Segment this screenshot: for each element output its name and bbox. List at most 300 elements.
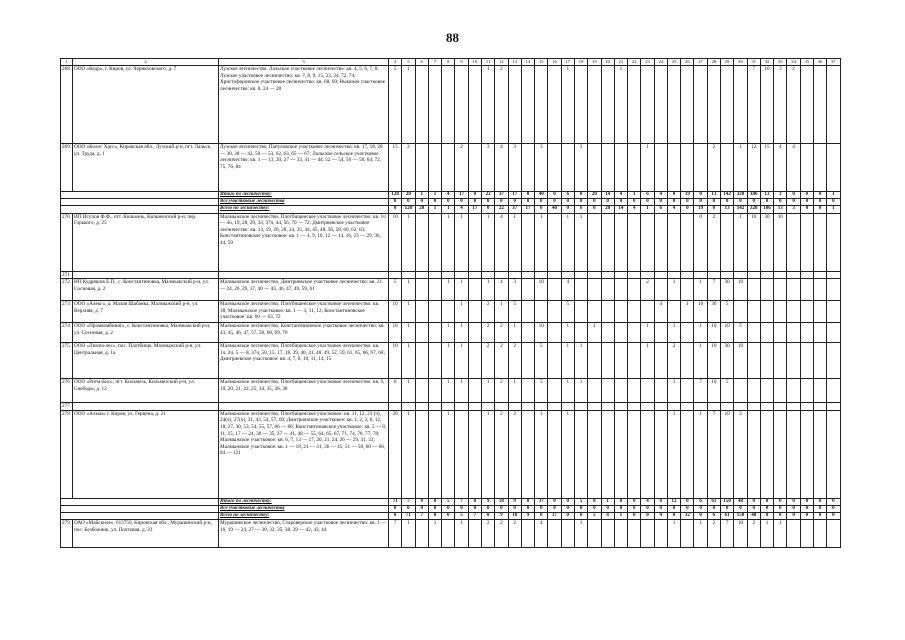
total-value-cell: 0	[535, 206, 548, 213]
empty-cell	[548, 403, 561, 411]
value-cell	[774, 379, 787, 403]
total-value-cell: 320	[734, 192, 747, 199]
value-cell	[415, 520, 428, 548]
value-cell	[468, 213, 481, 271]
table-row	[61, 323, 841, 343]
value-cell	[442, 144, 455, 192]
total-value-cell: 0	[681, 206, 694, 213]
value-cell: 1	[694, 410, 707, 498]
total-value-cell: 0	[694, 192, 707, 199]
value-cell: 2	[707, 144, 720, 192]
row-number: 279	[61, 520, 73, 548]
value-cell	[654, 66, 667, 144]
value-cell	[614, 343, 627, 379]
value-cell: 1	[442, 279, 455, 301]
value-cell: 1	[574, 520, 587, 548]
value-cell	[814, 279, 827, 301]
table-row	[61, 410, 841, 498]
value-cell: 2	[481, 343, 494, 379]
total-value-cell: 0	[588, 199, 601, 206]
value-cell	[588, 410, 601, 498]
total-label: Итого по лесничеству:	[219, 192, 389, 199]
value-cell	[800, 379, 813, 403]
header-cell: 19	[588, 59, 601, 66]
empty-cell	[760, 403, 773, 411]
value-cell: 1	[574, 343, 587, 379]
value-cell: 1	[734, 144, 747, 192]
value-cell	[574, 301, 587, 323]
value-cell	[468, 66, 481, 144]
value-cell	[814, 301, 827, 323]
organization-cell: ООО «Колос Хаус», Кировская обл., Лузский р-н, пгт. Лальск, ул. Труда, д. 1	[73, 144, 219, 192]
total-value-cell: 0	[468, 506, 481, 513]
value-cell	[734, 301, 747, 323]
value-cell: 5	[734, 323, 747, 343]
location-cell: Малмыжское лесничество, Плотбищенское участковое лесничество: кв. 1ч — 4ч, 19, 28, 29, 33, 37ч, 44, 56, 70 — 72; Дмитриевское участковое лесничество: кв. 13, 19, 20, 28, 34, 35, 44, 45, 48, 56, 58, 60, 62, 63; Константиновское участковое: кв. 1 — 4, 9, 10, 12 — 14, 16, 23 — 29, 36, 44, 59	[219, 213, 389, 271]
empty-cell	[481, 403, 494, 411]
empty-cell	[641, 271, 654, 279]
value-cell: 15	[389, 144, 402, 192]
total-value-cell: 0	[468, 498, 481, 505]
value-cell	[521, 301, 534, 323]
value-cell: 10	[389, 213, 402, 271]
empty-cell	[219, 271, 389, 279]
total-value-cell: 0	[800, 199, 813, 206]
value-cell	[574, 410, 587, 498]
value-cell	[548, 213, 561, 271]
empty-cell	[628, 403, 641, 411]
row-number: 277	[61, 403, 73, 411]
total-value-cell: 0	[667, 192, 680, 199]
value-cell	[814, 343, 827, 379]
value-cell	[521, 144, 534, 192]
value-cell	[641, 379, 654, 403]
value-cell: 2	[495, 520, 508, 548]
total-value-cell: 0	[402, 199, 415, 206]
header-cell: 22	[628, 59, 641, 66]
value-cell: 4	[535, 520, 548, 548]
empty-cell	[415, 403, 428, 411]
total-value-cell: 0	[508, 506, 521, 513]
empty-cell	[521, 403, 534, 411]
value-cell: 2	[481, 323, 494, 343]
value-cell	[787, 323, 800, 343]
total-value-cell: 0	[774, 498, 787, 505]
total-value-cell: 4	[628, 206, 641, 213]
value-cell: 1	[641, 323, 654, 343]
value-cell: 20	[389, 410, 402, 498]
empty-cell	[614, 271, 627, 279]
total-value-cell: 0	[747, 498, 760, 505]
total-value-cell: 0	[389, 513, 402, 520]
total-value-cell: 61	[721, 513, 734, 520]
header-cell: 8	[442, 59, 455, 66]
value-cell: 1	[574, 213, 587, 271]
empty-cell	[468, 403, 481, 411]
value-cell	[428, 343, 441, 379]
empty-cell	[61, 506, 219, 513]
value-cell	[588, 144, 601, 192]
empty-cell	[667, 271, 680, 279]
value-cell: 5	[561, 301, 574, 323]
value-cell: 1	[481, 66, 494, 144]
value-cell: 1	[442, 343, 455, 379]
total-value-cell: 0	[681, 506, 694, 513]
value-cell: 7	[747, 66, 760, 144]
value-cell: 1	[495, 301, 508, 323]
total-value-cell: 0	[787, 513, 800, 520]
value-cell: 1	[667, 410, 680, 498]
total-label: Всего по лесничеству:	[219, 513, 389, 520]
value-cell: 1	[455, 323, 468, 343]
value-cell: 10	[389, 323, 402, 343]
total-value-cell: 0	[521, 498, 534, 505]
value-cell: 1	[561, 379, 574, 403]
total-value-cell: 37	[495, 192, 508, 199]
value-cell: 1	[442, 410, 455, 498]
row-number: 278	[61, 410, 73, 498]
total-label: Итого по лесничеству:	[219, 498, 389, 505]
header-cell: 37	[827, 59, 840, 66]
value-cell: 4	[774, 144, 787, 192]
total-value-cell: 22	[495, 206, 508, 213]
value-cell: 3	[734, 410, 747, 498]
value-cell	[428, 379, 441, 403]
header-cell: 16	[548, 59, 561, 66]
value-cell: 3	[535, 144, 548, 192]
empty-cell	[694, 271, 707, 279]
table-body	[61, 66, 841, 548]
value-cell	[428, 213, 441, 271]
header-cell: 28	[707, 59, 720, 66]
value-cell: 1	[442, 323, 455, 343]
value-cell: 10	[734, 279, 747, 301]
value-cell: 2	[481, 301, 494, 323]
total-value-cell: 48	[747, 513, 760, 520]
empty-cell	[442, 403, 455, 411]
value-cell	[521, 213, 534, 271]
value-cell	[654, 410, 667, 498]
total-value-cell: 0	[468, 199, 481, 206]
value-cell	[548, 410, 561, 498]
value-cell: 10	[389, 301, 402, 323]
value-cell	[681, 379, 694, 403]
value-cell	[548, 279, 561, 301]
empty-cell	[827, 403, 840, 411]
total-value-cell: 0	[654, 498, 667, 505]
value-cell: 3	[481, 144, 494, 192]
value-cell	[641, 66, 654, 144]
header-cell: 23	[641, 59, 654, 66]
value-cell	[760, 379, 773, 403]
value-cell	[628, 66, 641, 144]
header-cell: 21	[614, 59, 627, 66]
organization-cell: ИП Исупов Ф.Ф., пгт. Кильмезь, Кильмезский р-н, пер. Горького, д. 25	[73, 213, 219, 271]
total-value-cell: 0	[442, 513, 455, 520]
total-value-cell: 0	[747, 199, 760, 206]
value-cell: 4	[654, 301, 667, 323]
total-row	[61, 199, 841, 206]
value-cell	[814, 520, 827, 548]
value-cell: 1	[508, 379, 521, 403]
total-value-cell: 0	[774, 513, 787, 520]
total-value-cell: 0	[628, 498, 641, 505]
total-value-cell: 0	[442, 199, 455, 206]
empty-cell	[707, 271, 720, 279]
empty-cell	[787, 271, 800, 279]
value-cell	[641, 520, 654, 548]
table-row	[61, 279, 841, 301]
value-cell: 7	[707, 410, 720, 498]
value-cell	[787, 279, 800, 301]
value-cell	[747, 410, 760, 498]
header-cell: 26	[681, 59, 694, 66]
empty-cell	[73, 403, 219, 411]
header-cell: 35	[800, 59, 813, 66]
value-cell: 3	[774, 66, 787, 144]
total-row	[61, 506, 841, 513]
value-cell: 2	[707, 520, 720, 548]
value-cell: 10	[707, 343, 720, 379]
value-cell	[800, 66, 813, 144]
empty-cell	[800, 271, 813, 279]
total-value-cell: 1	[442, 206, 455, 213]
value-cell: 1	[694, 323, 707, 343]
total-value-cell: 37	[548, 513, 561, 520]
value-cell: 2	[667, 343, 680, 379]
total-value-cell: 0	[641, 199, 654, 206]
value-cell	[588, 379, 601, 403]
value-cell	[535, 66, 548, 144]
value-cell: 1	[508, 323, 521, 343]
value-cell	[827, 520, 840, 548]
value-cell: 10	[734, 343, 747, 379]
location-cell: Малмыжское лесничество, Плотбищенское участковое лесничество: кв. 38; Малмыжское участковое: кв. 1 — 3, 11, 12; Константиновское участковое: кв. 60 — 63, 72	[219, 301, 389, 323]
empty-cell	[787, 403, 800, 411]
value-cell	[588, 279, 601, 301]
location-cell: Малмыжское лесничество, Плотбищенское участковое лесничество: кв. 9, 10, 20, 21, 22, 25, 34, 35, 36, 38	[219, 379, 389, 403]
value-cell: 10	[389, 343, 402, 379]
total-value-cell: 7	[415, 513, 428, 520]
total-value-cell: 71	[389, 498, 402, 505]
total-value-cell: 0	[760, 506, 773, 513]
empty-cell	[61, 498, 219, 505]
total-value-cell: 0	[667, 506, 680, 513]
total-row	[61, 498, 841, 505]
empty-cell	[535, 403, 548, 411]
value-cell	[614, 379, 627, 403]
value-cell	[628, 213, 641, 271]
total-value-cell: 0	[667, 513, 680, 520]
total-value-cell: 0	[548, 199, 561, 206]
value-cell: 1	[442, 213, 455, 271]
value-cell	[654, 323, 667, 343]
total-value-cell: 0	[481, 199, 494, 206]
empty-cell	[734, 271, 747, 279]
value-cell	[827, 301, 840, 323]
value-cell	[601, 410, 614, 498]
total-value-cell: 6	[561, 192, 574, 199]
value-cell: 1	[535, 213, 548, 271]
value-cell	[774, 279, 787, 301]
total-value-cell: 6	[574, 206, 587, 213]
total-value-cell: 4	[442, 192, 455, 199]
total-value-cell: 0	[694, 513, 707, 520]
total-value-cell: 0	[681, 498, 694, 505]
value-cell	[588, 66, 601, 144]
value-cell: 2	[508, 520, 521, 548]
value-cell	[800, 301, 813, 323]
value-cell: 1	[455, 279, 468, 301]
value-cell: 10	[707, 379, 720, 403]
value-cell: 30	[760, 213, 773, 271]
value-cell	[455, 410, 468, 498]
value-cell: 3	[508, 144, 521, 192]
value-cell: 7	[721, 520, 734, 548]
empty-cell	[574, 403, 587, 411]
total-row	[61, 513, 841, 520]
total-value-cell: 142	[734, 206, 747, 213]
value-cell	[415, 343, 428, 379]
value-cell	[548, 323, 561, 343]
value-cell	[468, 279, 481, 301]
total-value-cell: 142	[721, 192, 734, 199]
value-cell: 1	[402, 379, 415, 403]
location-cell: Малмыжское лесничество, Константиновское участковое лесничество: кв. 43, 45, 46, 47, 57, 58, 68, 69, 70	[219, 323, 389, 343]
organization-cell: ООО «Промкомбинат», с. Константиновка, Малмыжский р-н, ул. Сосновая, д. 2	[73, 323, 219, 343]
value-cell	[535, 301, 548, 323]
value-cell: 7	[707, 279, 720, 301]
total-value-cell: 128	[389, 192, 402, 199]
value-cell: 2	[787, 66, 800, 144]
value-cell	[827, 323, 840, 343]
total-value-cell: 0	[481, 206, 494, 213]
total-value-cell: 14	[601, 192, 614, 199]
total-value-cell: 0	[760, 513, 773, 520]
value-cell: 10	[747, 213, 760, 271]
location-cell: Малмыжское лесничество, Плотбищенское участковое лесничество: кв. 1ч, 2ч, 5 — 8, 37ч, 50, 15, 17, 18, 39, 40, 41, 48, 49, 52, 59, 61, 65, 66, 67, 68; Дмитриевское участковое: кв. 4, 7, 8, 10, 11, 14, 15	[219, 343, 389, 379]
total-value-cell: 4	[641, 498, 654, 505]
empty-cell	[389, 403, 402, 411]
empty-cell	[760, 271, 773, 279]
total-value-cell: 0	[800, 498, 813, 505]
value-cell: 15	[760, 144, 773, 192]
total-value-cell: 0	[601, 199, 614, 206]
total-value-cell: 6	[707, 513, 720, 520]
empty-cell	[667, 403, 680, 411]
value-cell	[415, 213, 428, 271]
value-cell: 1	[774, 520, 787, 548]
total-value-cell: 4	[614, 192, 627, 199]
total-value-cell: 37	[508, 206, 521, 213]
value-cell: 2	[747, 520, 760, 548]
total-value-cell: 0	[800, 506, 813, 513]
value-cell	[601, 520, 614, 548]
row-number: 268	[61, 66, 73, 144]
value-cell: 4	[495, 144, 508, 192]
total-value-cell: 12	[681, 513, 694, 520]
value-cell: 1	[561, 343, 574, 379]
value-cell: 1	[588, 323, 601, 343]
value-cell: 10	[734, 520, 747, 548]
total-value-cell: 5	[455, 513, 468, 520]
value-cell	[468, 379, 481, 403]
value-cell: 7	[694, 379, 707, 403]
value-cell: 1	[508, 213, 521, 271]
header-cell: 32	[760, 59, 773, 66]
value-cell	[721, 213, 734, 271]
empty-cell	[827, 271, 840, 279]
value-cell: 3	[574, 144, 587, 192]
value-cell	[654, 144, 667, 192]
header-cell: 14	[521, 59, 534, 66]
empty-cell	[681, 271, 694, 279]
value-cell	[667, 66, 680, 144]
header-cell: 27	[694, 59, 707, 66]
total-value-cell: 0	[561, 498, 574, 505]
empty-cell	[219, 403, 389, 411]
empty-cell	[561, 403, 574, 411]
total-value-cell: 150	[721, 498, 734, 505]
total-value-cell: 0	[614, 506, 627, 513]
value-cell: 6	[389, 379, 402, 403]
value-cell: 1	[402, 520, 415, 548]
total-value-cell: 0	[588, 506, 601, 513]
value-cell	[800, 279, 813, 301]
value-cell	[774, 343, 787, 379]
value-cell: 2	[402, 144, 415, 192]
empty-cell	[588, 403, 601, 411]
empty-cell	[588, 271, 601, 279]
value-cell	[468, 144, 481, 192]
table-row	[61, 213, 841, 271]
header-cell: 7	[428, 59, 441, 66]
table-row	[61, 66, 841, 144]
header-cell: 17	[561, 59, 574, 66]
value-cell	[694, 144, 707, 192]
total-value-cell: 1	[415, 192, 428, 199]
total-value-cell: 0	[428, 513, 441, 520]
value-cell	[721, 66, 734, 144]
total-value-cell: 12	[667, 498, 680, 505]
row-number: 274	[61, 323, 73, 343]
value-cell	[428, 279, 441, 301]
value-cell: 1	[561, 410, 574, 498]
total-value-cell: 13	[760, 192, 773, 199]
value-cell: 1	[667, 323, 680, 343]
value-cell	[721, 144, 734, 192]
table-row	[61, 144, 841, 192]
location-cell: Мурашинское лесничество, Староверское участковое лесничество: кв. 1 — 16, 19 — 24, 27 — 30, 32, 35, 38, 39 — 42, 43, 44	[219, 520, 389, 548]
value-cell: 10	[694, 301, 707, 323]
value-cell	[614, 279, 627, 301]
total-value-cell: 0	[787, 506, 800, 513]
value-cell: 10	[535, 279, 548, 301]
total-value-cell: 7	[468, 513, 481, 520]
value-cell	[814, 379, 827, 403]
total-value-cell: 0	[521, 199, 534, 206]
header-cell: 33	[774, 59, 787, 66]
value-cell: 2	[707, 213, 720, 271]
empty-cell	[614, 403, 627, 411]
empty-cell	[61, 206, 219, 213]
total-value-cell: 0	[827, 506, 840, 513]
table-row	[61, 301, 841, 323]
total-value-cell: 19	[681, 192, 694, 199]
total-value-cell: 0	[574, 192, 587, 199]
empty-cell	[774, 403, 787, 411]
value-cell	[442, 520, 455, 548]
